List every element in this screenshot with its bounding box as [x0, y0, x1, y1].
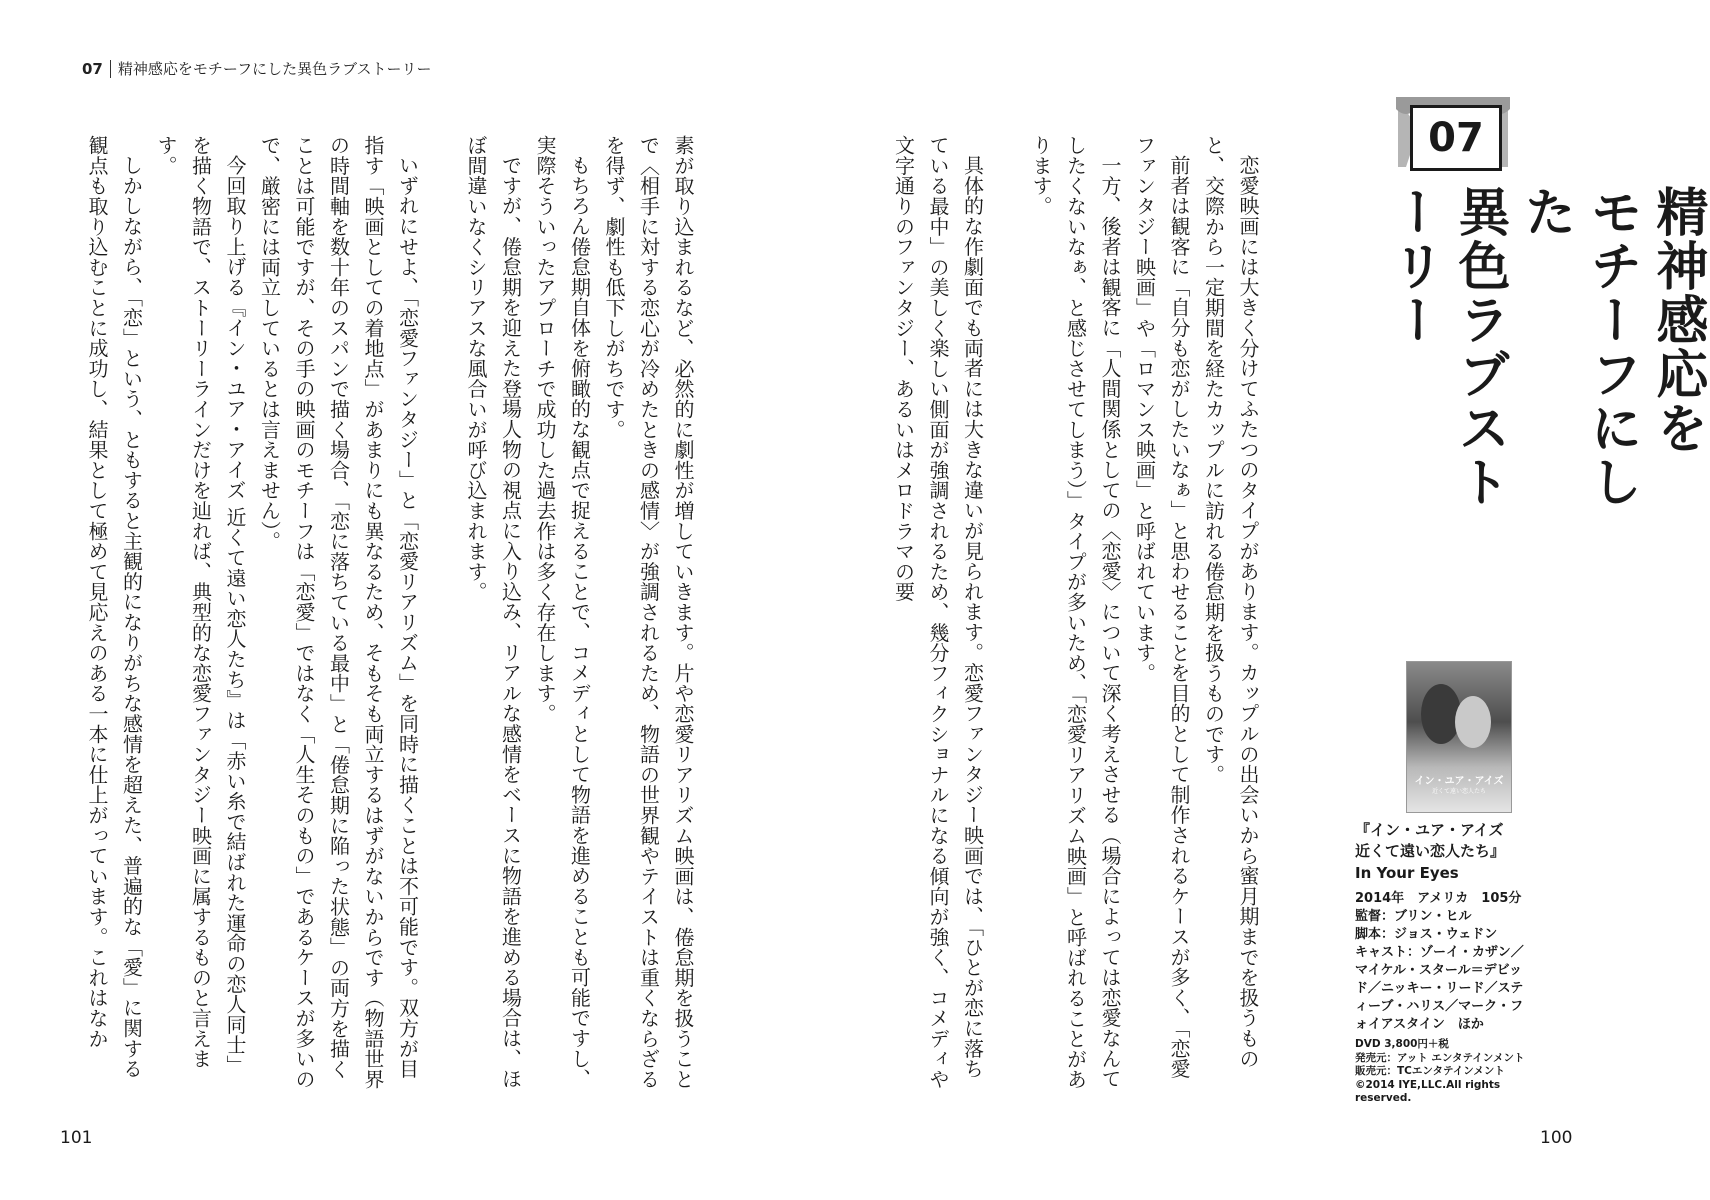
dvd-price: DVD 3,800円＋税	[1355, 1038, 1449, 1050]
running-header	[82, 58, 432, 79]
cover-figure-right	[1455, 696, 1491, 748]
dvd-seller: 発売元：アット エンタテインメント	[1355, 1051, 1525, 1064]
dvd-release-info	[1355, 1038, 1535, 1106]
dvd-cover-image	[1406, 661, 1512, 813]
film-year-country-runtime: 2014年 アメリカ 105分	[1355, 891, 1522, 906]
chapter-number-badge	[1396, 97, 1510, 171]
film-title-line2: 近くて遠い恋人たち』	[1355, 842, 1506, 860]
page-number-left: 101	[60, 1128, 93, 1148]
header-chapter-title: 精神感応をモチーフにした異色ラブストーリー	[117, 60, 432, 78]
header-divider	[110, 60, 111, 78]
film-title-line1: 『イン・ユア・アイズ	[1355, 821, 1504, 839]
left-page-body	[85, 135, 700, 1095]
chapter-title-line: 精神感応を	[1647, 185, 1707, 455]
right-page-body	[891, 135, 1265, 1095]
right-paragraph: 一方、後者は観客に「人間関係としての〈恋愛〉について深く考えさせる（場合によっては恋愛なんてしたくないなぁ、と感じさせてしまう）」タイプが多いため、「恋愛リアリズム映画」と呼ばれることがあります。	[1029, 135, 1122, 1090]
film-cast: キャスト：ゾーイ・カザン／マイケル・スタール＝デビッド／ニッキー・リード／スティーブ・ハリス／マーク・フォイアスタイン ほか	[1355, 945, 1524, 1032]
film-writer: 脚本：ジョス・ウェドン	[1355, 927, 1498, 942]
film-director: 監督：ブリン・ヒル	[1355, 909, 1472, 924]
dvd-copyright: ©2014 IYE,LLC.All rights reserved.	[1355, 1078, 1501, 1104]
film-credits	[1355, 890, 1535, 1034]
film-english-title: In Your Eyes	[1355, 864, 1459, 882]
header-chapter-number: 07	[82, 59, 103, 78]
chapter-title	[1380, 185, 1710, 545]
right-paragraph: 前者は観客に「自分も恋がしたいなぁ」と思わせることを目的として制作されるケースが多く、「恋愛ファンタジー映画」や「ロマンス映画」と呼ばれています。	[1132, 135, 1191, 1079]
left-paragraph: 素が取り込まれるなど、必然的に劇性が増していきます。片や恋愛リアリズム映画は、倦怠期を扱うことで〈相手に対する恋心が冷めたときの感情〉が強調されるため、物語の世界観やテイストは重くならざるを得ず、劇性も低下しがちです。	[602, 135, 695, 1090]
chapter-title-line: 異色ラブストーリー	[1383, 185, 1509, 509]
page-number-right: 100	[1540, 1128, 1573, 1148]
left-paragraph: ですが、倦怠期を迎えた登場人物の視点に入り込み、リアルな感情をベースに物語を進める場合は、ほぼ間違いなくシリアスな風合いが呼び込まれます。	[464, 135, 523, 1089]
right-paragraph: 具体的な作劇面でも両者には大きな違いが見られます。恋愛ファンタジー映画では、「ひとが恋に落ちている最中」の美しく楽しい側面が強調されるため、幾分フィクショナルになる傾向が強く、コメディや文字通りのファンタジー、あるいはメロドラマの要	[891, 135, 985, 1090]
right-paragraph: 恋愛映画には大きく分けてふたつのタイプがあります。カップルの出会いから蜜月期までを扱うものと、交際から一定期間を経たカップルに訪れる倦怠期を扱うものです。	[1201, 135, 1260, 1069]
cover-subtitle: 近くて遠い恋人たち	[1431, 788, 1486, 795]
dvd-distributor: 販売元：TCエンタテインメント	[1355, 1065, 1505, 1077]
chapter-number: 07	[1410, 105, 1502, 171]
dvd-info	[1355, 820, 1535, 1106]
left-paragraph: しかしながら、「恋」という、ともすると主観的になりがちな感情を超えた、普遍的な「愛」に関する観点も取り込むことに成功し、結果として極めて見応えのある一本に仕上がっています。これはなか	[85, 135, 144, 1079]
chapter-title-line: モチーフにした	[1515, 185, 1641, 509]
left-paragraph: 今回取り上げる『イン・ユア・アイズ 近くて遠い恋人たち』は「赤い糸で結ばれた運命の恋人同士」を描く物語で、ストーリーラインだけを辿れば、典型的な恋愛ファンタジー映画に属するものと言えます。	[154, 135, 247, 1076]
left-paragraph: いずれにせよ、「恋愛ファンタジー」と「恋愛リアリズム」を同時に描くことは不可能です。双方が目指す「映画としての着地点」があまりにも異なるため、そもそも両立するはずがないからです（物語世界の時間軸を数十年のスパンで描く場合、「恋に落ちている最中」と「倦怠期に陥った状態」の両方を描くことは可能ですが、その手の映画のモチーフは「恋愛」ではなく「人生そのもの」であるケースが多いので、厳密には両立しているとは言えません）。	[257, 135, 420, 1090]
left-paragraph: もちろん倦怠期自体を俯瞰的な観点で捉えることで、コメディとして物語を進めることも可能ですし、実際そういったアプローチで成功した過去作は多く存在します。	[533, 135, 592, 1089]
cover-title: イン・ユア・アイズ	[1414, 776, 1504, 787]
